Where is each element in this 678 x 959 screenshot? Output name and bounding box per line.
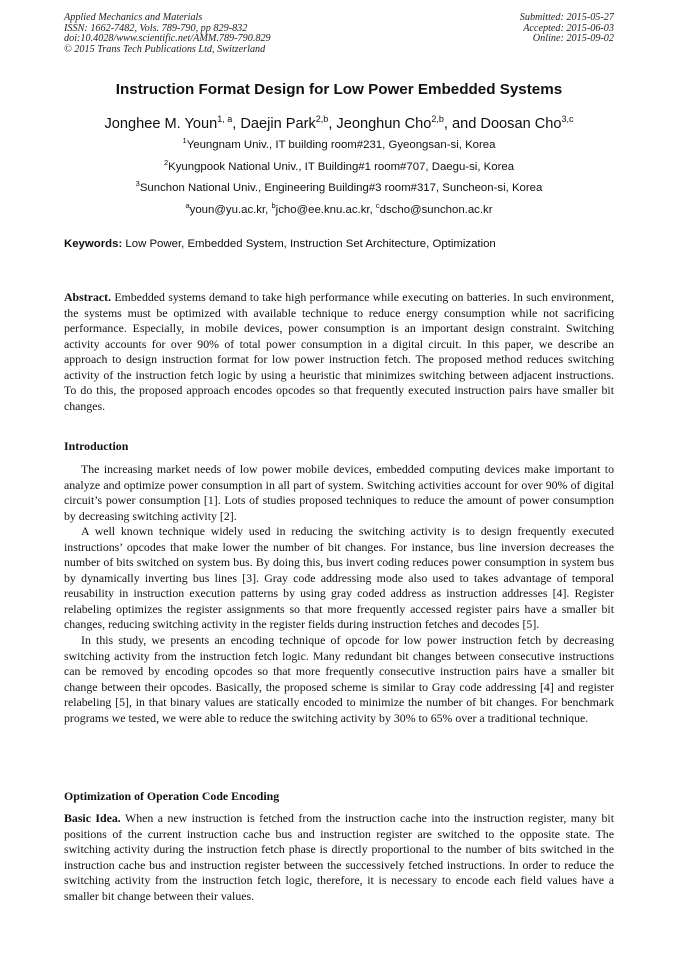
paragraph: The increasing market needs of low power mobile devices, embedded computing devices make important to analyze and optimize power consumption in all part of system. Switching activities account for over 90% of digital circuit’s power consumption [1]. Lots of studies proposed techniques to reduce the amount of power consumption by decreasing switching activity [2].: [64, 462, 614, 523]
abstract-label: Abstract.: [64, 290, 112, 304]
author-separator: ,: [328, 116, 337, 132]
keywords-label: Keywords:: [64, 238, 123, 250]
introduction-heading: Introduction: [64, 439, 129, 453]
author-name: Jeonghun Cho: [336, 116, 432, 132]
keywords-text: Low Power, Embedded System, Instruction Set Architecture, Optimization: [122, 238, 496, 250]
author-affiliation-mark: 2,b: [431, 114, 444, 124]
journal-info: [64, 13, 394, 55]
copyright-line: © 2015 Trans Tech Publications Ltd, Switzerland: [64, 43, 266, 55]
author-name: Jonghee M. Youn: [104, 116, 218, 132]
affiliation-text: Kyungpook National Univ., IT Building#1 room#707, Daegu-si, Korea: [168, 161, 515, 173]
paragraph: A well known technique widely used in reducing the switching activity is to design frequently executed instructions’ opcodes that make lower the number of bit changes. For instance, bus line inversion decreases the number of bits switched on system bus. By doing this, bus invert coding reduces power consumption in system bus by dynamically inverting bus lines [3]. Gray code addressing mode also used to takes advantage of temporal reusability in instruction execution patterns by using gray coded address as instruction addresses [4]. Register relabeling optimizes the register assignments so that more frequently accessed register pairs have a smaller bit changes, reducing switching activity in the register fields during instruction fetches and decodes [5].: [64, 524, 614, 632]
basic-idea-text: When a new instruction is fetched from the instruction cache into the instruction register, many bit positions of the current instruction cache bus and instruction register are switched to the opposite state. The switching activity during the instruction fetch phase is directly proportional to the number of bits switched in the instruction cache bus and instruction register between the successively fetched instructions. In order to reduce the switching activity from the instruction fetch logic, therefore, it is necessary to encode each field values have a smaller bit change between their values.: [64, 811, 615, 903]
author-affiliation-mark: 2,b: [315, 114, 329, 124]
introduction-body: [64, 462, 614, 726]
keywords: [64, 238, 616, 250]
email-mark: b: [271, 201, 276, 210]
affiliation-3: [0, 179, 678, 194]
online-date: Online: 2015-09-02: [532, 33, 614, 45]
affiliation-1: [0, 136, 678, 151]
affiliation-2: [0, 158, 678, 173]
optimization-heading: Optimization of Operation Code Encoding: [64, 789, 280, 803]
affiliation-mark: 3: [135, 179, 140, 188]
email-b[interactable]: jcho@ee.knu.ac.kr,: [275, 204, 376, 216]
publication-dates: [414, 13, 614, 45]
basic-idea-label: Basic Idea.: [64, 811, 121, 825]
abstract-text: Embedded systems demand to take high performance while executing on batteries. In such environment, the systems must be optimized with available technique to reduce energy consumption while not sacrificing performance. Especially, in mobile devices, power consumption is an important design constraint. Switching activity accounts for over 90% of total power consumption in a digital circuit. In this paper, we describe an approach to design instruction format for low power instruction fetch. The proposed method reduces switching activity of the instruction fetch logic by using a heuristic that minimizes switching between adjacent instructions. To do this, the proposed approach encodes opcodes so that frequently executed instruction pairs have smaller bit changes.: [64, 290, 614, 413]
journal-name: Applied Mechanics and Materials: [64, 12, 203, 23]
doi-line[interactable]: doi:10.4028/www.scientific.net/AMM.789-790.829: [64, 33, 271, 45]
author-affiliation-mark: 1, a: [217, 114, 233, 124]
submitted-date: Submitted: 2015-05-27: [519, 12, 614, 23]
issn-line: ISSN: 1662-7482, Vols. 789-790, pp 829-832: [64, 22, 248, 34]
author-name: Daejin Park: [240, 116, 316, 132]
email-mark: a: [185, 201, 190, 210]
author-separator: ,: [232, 116, 241, 132]
author-affiliation-mark: 3,c: [561, 114, 574, 124]
affiliation-text: Yeungnam Univ., IT building room#231, Gyeongsan-si, Korea: [186, 139, 496, 151]
author-name: Doosan Cho: [480, 116, 562, 132]
affiliation-mark: 2: [163, 158, 169, 167]
author-list: [0, 116, 678, 132]
email-a[interactable]: youn@yu.ac.kr,: [189, 204, 272, 216]
affiliation-mark: 1: [182, 136, 187, 145]
email-list: [0, 201, 678, 216]
basic-idea-paragraph: [64, 811, 614, 904]
paragraph: In this study, we presents an encoding technique of opcode for low power instruction fetch by decreasing switching activity from the instruction fetch logic. Many redundant bit changes between consecutive instructions can be removed by encoding opcodes so that more frequently consecutive instruction pairs have a smaller bit change between their opcodes. Basically, the proposed scheme is similar to Gray code addressing [4] and register relabeling [5], in that binary values are statically encoded to minimize the number of bit changes. For benchmark programs we tested, we were able to reduce the switching activity by 30% to 65% over a traditional technique.: [64, 633, 614, 725]
affiliation-text: Sunchon National Univ., Engineering Building#3 room#317, Suncheon-si, Korea: [139, 182, 543, 194]
accepted-date: Accepted: 2015-06-03: [523, 22, 614, 34]
abstract: [64, 290, 614, 414]
email-c[interactable]: dscho@sunchon.ac.kr: [379, 204, 493, 216]
author-separator: , and: [443, 116, 481, 132]
email-mark: c: [375, 201, 380, 210]
paper-title: Instruction Format Design for Low Power Embedded Systems: [115, 81, 563, 98]
